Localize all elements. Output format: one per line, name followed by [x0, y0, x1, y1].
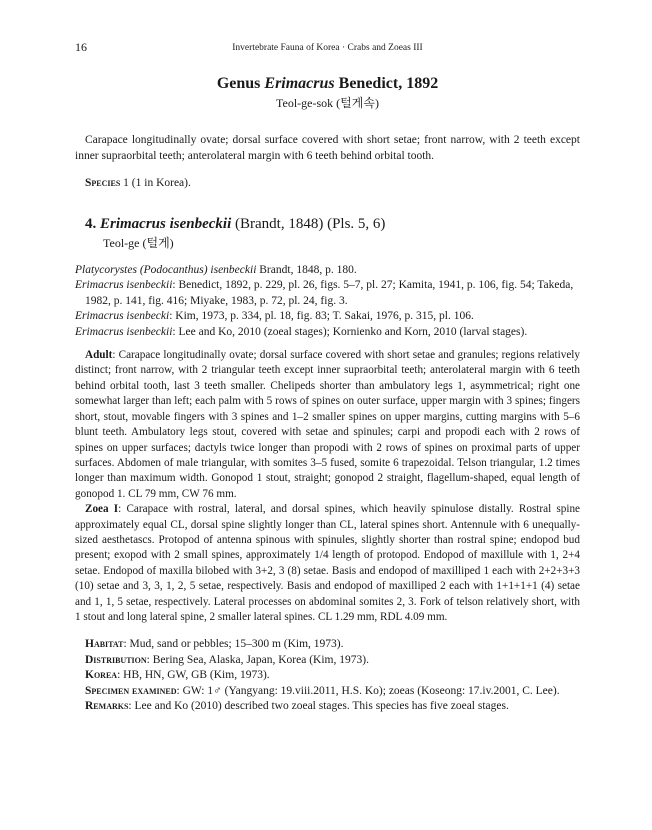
remarks — [75, 699, 580, 714]
synonym-name: Erimacrus isenbecki — [75, 310, 170, 323]
synonym-name: Erimacrus isenbeckii — [75, 325, 173, 338]
specimen-examined — [75, 684, 580, 699]
synonym-item — [75, 309, 580, 324]
species-count-label: Species — [85, 177, 121, 190]
species-heading — [85, 214, 580, 234]
synonym-item — [75, 325, 580, 340]
distribution-label: Distribution — [85, 653, 147, 666]
specimen-text: : GW: 1♂ (Yangyang: 19.viii.2011, H.S. Ko); zoeas (Koseong: 17.iv.2001, C. Lee). — [176, 684, 560, 697]
species-local-name: Teol-ge (털게) — [103, 235, 174, 250]
specimen-label: Specimen examined — [85, 684, 177, 697]
adult-text: : Carapace longitudinally ovate; dorsal surface covered with short setae and granules; regions relatively distinct; front narrow, with 2 triangular teeth except inner supraorbital teeth; anterolateral margin with 6 teeth behind orbital tooth, last 3 teeth smaller. Chelipeds shorter than ambulatory legs 1, asymmetrical; right one somewhat larger than left; each palm with 5 rows of spines on outer surface, upper margin with 3 spines; fingers short, stout, movable fingers with 3 spines and 1–2 smaller spines on upper margins, cutting margins with 5–6 blunt teeth. Ambulatory legs stout, covered with setae and spinules; carpi and propodi each with 2 rows of spines on upper surfaces; dactyls twice longer than propodi with 2 rows of spines on proximal parts of upper surfaces. Abdomen of male triangular, with somites 3–5 fused, somite 6 trapezoidal. Telson triangular, 1.2 times longer than maximum width. Gonopod 1 stout, straight; gonopod 2 straight, flagellum-shaped, equal length of gonopod 1. CL 79 mm, CW 76 mm. — [75, 349, 580, 500]
korea-text: : HB, HN, GW, GB (Kim, 1973). — [117, 669, 270, 682]
genus-name: Erimacrus — [264, 75, 335, 92]
synonym-text: Brandt, 1848, p. 180. — [256, 264, 357, 277]
species-name: Erimacrus isenbeckii — [100, 215, 232, 232]
adult-description — [75, 348, 580, 502]
running-header — [75, 40, 580, 60]
page-number: 16 — [75, 40, 87, 54]
distribution — [75, 653, 580, 668]
genus-description: Carapace longitudinally ovate; dorsal surface covered with short setae; front narrow, with 2 teeth except inner supraorbital teeth; anterolateral margin with 6 teeth behind orbital tooth. — [75, 134, 580, 162]
synonym-text: : Kim, 1973, p. 334, pl. 18, fig. 83; T. Sakai, 1976, p. 315, pl. 106. — [169, 310, 474, 323]
genus-author: Benedict, 1892 — [334, 75, 439, 92]
genus-prefix: Genus — [216, 75, 265, 92]
remarks-label: Remarks — [85, 700, 129, 712]
species-author: (Brandt, 1848) (Pls. 5, 6) — [231, 215, 386, 232]
habitat — [75, 637, 580, 652]
korea-label: Korea — [85, 669, 118, 682]
synonym-name: Erimacrus isenbeckii — [75, 279, 173, 292]
distribution-text: : Bering Sea, Alaska, Japan, Korea (Kim, 1973). — [146, 653, 369, 666]
remarks-text: : Lee and Ko (2010) described two zoeal stages. This species has five zoeal stages. — [128, 700, 509, 712]
running-title: Invertebrate Fauna of Korea · Crabs and Zoeas III — [232, 43, 423, 53]
synonym-name: Platycorystes (Podocanthus) isenbeckii — [75, 264, 257, 277]
species-number: 4. — [85, 215, 100, 232]
genus-heading — [75, 74, 580, 94]
zoea-description — [75, 502, 580, 625]
synonym-text: : Benedict, 1892, p. 229, pl. 26, figs. 5–7, pl. 27; Kamita, 1941, p. 106, fig. 54; Takeda, 1982, p. 141, fig. 416; Miyake, 1983, p. 72, pl. 24, fig. 3. — [85, 279, 574, 307]
adult-label: Adult — [85, 349, 113, 362]
species-count — [75, 176, 580, 191]
habitat-text: : Mud, sand or pebbles; 15–300 m (Kim, 1973). — [123, 638, 344, 651]
synonym-item — [75, 263, 580, 278]
synonym-text: : Lee and Ko, 2010 (zoeal stages); Kornienko and Korn, 2010 (larval stages). — [172, 325, 528, 338]
synonym-item — [75, 278, 580, 309]
synonymy-list — [75, 263, 580, 340]
habitat-label: Habitat — [85, 638, 124, 651]
genus-local-name: Teol-ge-sok (털게속) — [276, 96, 379, 110]
species-count-text: 1 (1 in Korea). — [120, 177, 191, 190]
zoea-text: : Carapace with rostral, lateral, and dorsal spines, which heavily spinulose distally. Rostral spine approximately equal CL, dorsal spine slightly longer than CL, lateral spines short. Antennule with 6 unequally-sized aesthetascs. Protopod of antenna spinous with spinules, slightly shorter than rostral spine; endopod bud present; exopod with 2 small spines, approximately 1/4 length of protopod. Endopod of maxillule with 1, 2+4 setae. Endopod of maxilla bilobed with 3+2, 3 (8) setae. Basis and endopod of maxilliped 1 each with 2+2+3+3 (10) setae and 3, 3, 1, 2, 5 setae, respectively. Basis and endopod of maxilliped 2 each with 1+1+1+1 (4) setae and 1, 1, 5 setae, respectively. Lateral processes on abdominal somites 2, 3. Fork of telson relatively short, with 1 stout and long lateral spine, 2 smaller lateral spines. CL 1.29 mm, RDL 4.09 mm. — [75, 503, 580, 623]
korea-records — [75, 668, 580, 683]
page — [75, 40, 580, 714]
zoea-label: Zoea I — [85, 503, 119, 516]
